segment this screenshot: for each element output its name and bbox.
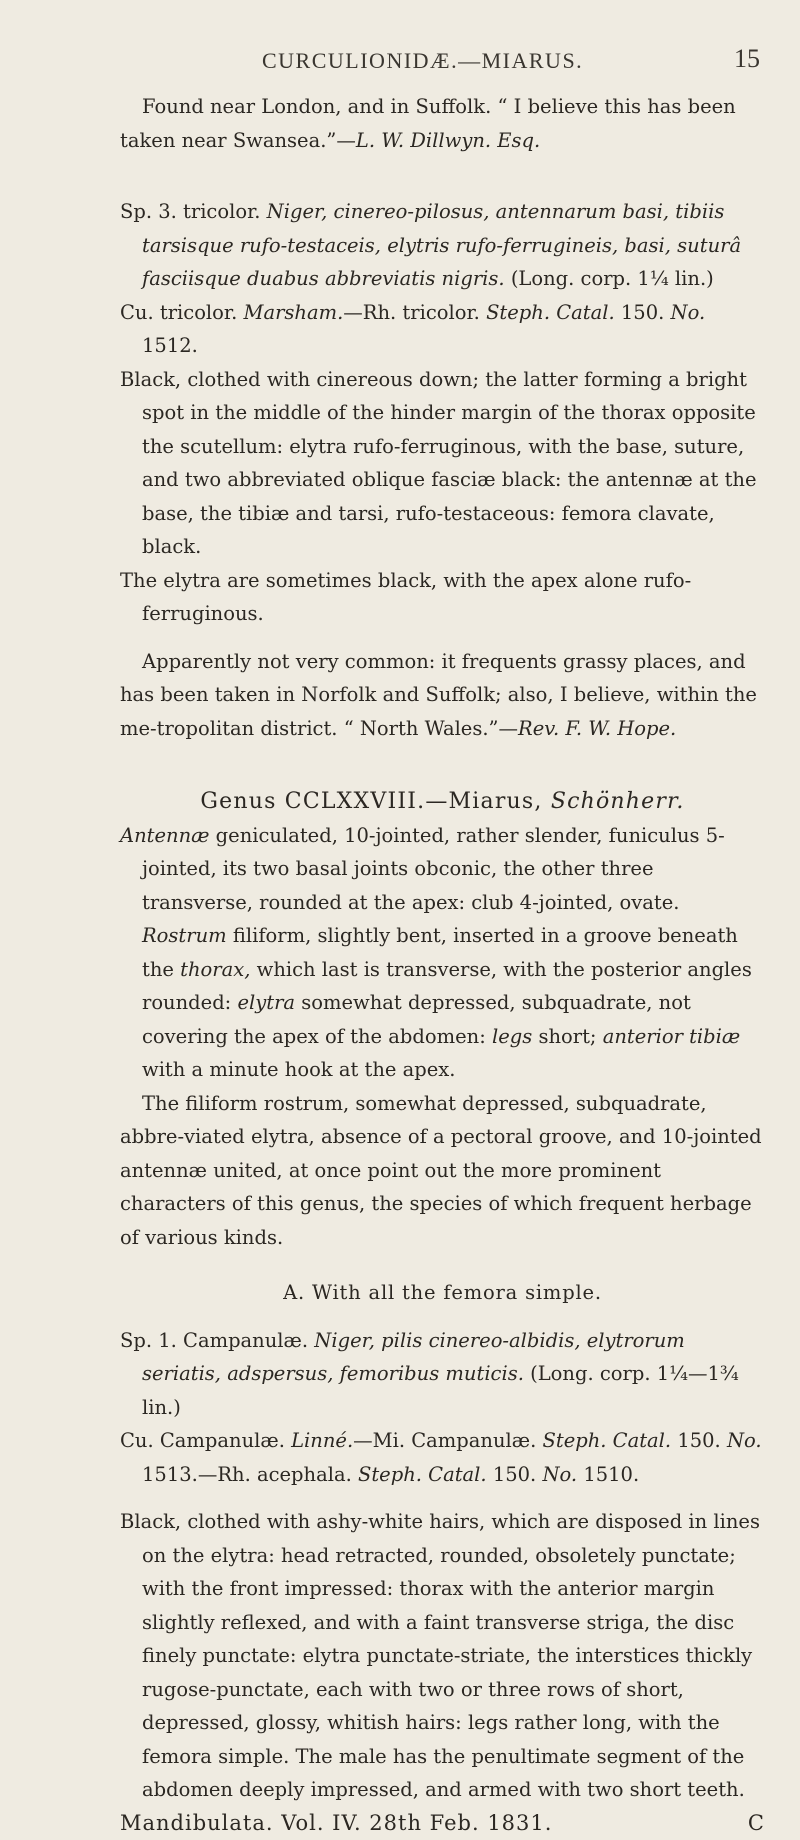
synonymy-num: 150. [493,1463,536,1486]
genus-text: geniculated, 10-jointed, rather slender, funiculus 5-jointed, its two basal joints obconic, the other three transverse, rounded at the apex: club 4-jointed, ovate. [142,824,725,914]
species-3-latin: Niger, cinereo-pilosus, antennarum basi, tibiis tarsisque rufo-testaceis, elytris rufo-ferrugineis, basi, suturâ fasciisque duabus abbreviatis nigris. [142,200,741,290]
synonymy-ref: Steph. Catal. [358,1463,487,1486]
synonymy-no: No. [727,1429,762,1452]
synonymy-no: No. [671,301,706,324]
species-1-latin: Niger, pilis cinereo-albidis, elytrorum seriatis, adspersus, femoribus muticis. [142,1329,685,1386]
section-heading: A. With all the femora simple. [120,1276,765,1310]
synonymy-no-value: 1513.—Rh. acephala. [142,1463,352,1486]
term-anterior-tibiae: anterior tibiæ [603,1025,741,1048]
species-1-label: Sp. 1. Campanulæ. [120,1329,308,1352]
habitat-text: Apparently not very common: it frequents grassy places, and has been taken in Norfolk and Suffolk; also, I believe, within the me-tropolitan district. “ North Wales.”— [120,650,757,740]
synonymy-no: No. [542,1463,577,1486]
synonymy-lead: Cu. tricolor. [120,301,237,324]
locality-author: L. W. Dillwyn. Esq. [356,129,540,152]
species-3-measure: (Long. corp. 1¼ lin.) [511,267,714,290]
genus-heading [120,785,765,819]
genus-text: filiform, slightly bent, inserted in a groove beneath the [142,924,738,981]
synonymy-lead: Cu. Campanulæ. [120,1429,285,1452]
species-3-habitat [120,645,765,746]
synonymy-ref: Marsham. [244,301,344,324]
signature-line [120,1807,765,1840]
term-antennae: Antennæ [120,824,209,847]
genus-text: with a minute hook at the apex. [142,1058,455,1081]
genus-text: short; [538,1025,596,1048]
genus-characters: The filiform rostrum, somewhat depressed, subquadrate, abbre-viated elytra, absence of a pectoral groove, and 10-jointed antennæ united, at once point out the more prominent characters of this genus, the species of which frequent herbage of various kinds. [120,1087,765,1255]
genus-label: Genus CCLXXVIII.—Miarus, [200,789,542,814]
term-elytra: elytra [237,991,295,1014]
synonymy-num: 150. [621,301,664,324]
species-1-measure: (Long. corp. 1¼—1¾ lin.) [142,1362,739,1419]
synonymy-no-value: 1512. [142,334,198,357]
synonymy-mid: —Mi. Campanulæ. [353,1429,536,1452]
genus-text: which last is transverse, with the posterior angles rounded: [142,958,752,1015]
synonymy-ref: Linné. [291,1429,353,1452]
locality-text: Found near London, and in Suffolk. “ I believe this has been taken near Swansea.”— [120,95,736,152]
synonymy-ref: Steph. Catal. [486,301,615,324]
term-legs: legs [492,1025,532,1048]
signature-mark: C [748,1807,765,1840]
species-3-description: Black, clothed with cinereous down; the latter forming a bright spot in the middle of the hinder margin of the thorax opposite the scutellum: elytra rufo-ferruginous, with the base, suture, and two abbreviated oblique fasciæ black: the antennæ at the base, the tibiæ and tarsi, rufo-testaceous: femora clavate, black. [120,363,765,564]
paragraph-locality [120,90,765,157]
species-3-variation: The elytra are sometimes black, with the apex alone rufo-ferruginous. [120,564,765,631]
page-body [120,90,765,1840]
term-thorax: thorax, [180,958,250,981]
term-rostrum: Rostrum [142,924,227,947]
page-number: 15 [734,44,760,74]
synonymy-num: 150. [677,1429,720,1452]
signature-text: Mandibulata. Vol. IV. 28th Feb. 1831. [120,1807,552,1840]
synonymy-ref: Steph. Catal. [543,1429,672,1452]
species-1-diagnosis [120,1324,765,1425]
habitat-author: Rev. F. W. Hope. [518,717,676,740]
species-1-synonymy [120,1424,765,1491]
species-1-description: Black, clothed with ashy-white hairs, which are disposed in lines on the elytra: head retracted, rounded, obsoletely punctate; with the front impressed: thorax with the anterior margin slightly reflexed, and with a faint transverse striga, the disc finely punctate: elytra punctate-striate, the interstices thickly rugose-punctate, each with two or three rows of short, depressed, glossy, whitish hairs: legs rather long, with the femora simple. The male has the penultimate segment of the abdomen deeply impressed, and armed with two short teeth. [120,1505,765,1807]
running-head-title: CURCULIONIDÆ.—MIARUS. [262,48,583,74]
species-3-synonymy [120,296,765,363]
species-3-diagnosis [120,195,765,296]
genus-description [120,819,765,1087]
genus-author: Schönherr. [551,789,685,814]
synonymy-no-value: 1510. [583,1463,639,1486]
genus-text: somewhat depressed, subquadrate, not covering the apex of the abdomen: [142,991,691,1048]
species-3-label: Sp. 3. tricolor. [120,200,260,223]
synonymy-mid: —Rh. tricolor. [343,301,480,324]
